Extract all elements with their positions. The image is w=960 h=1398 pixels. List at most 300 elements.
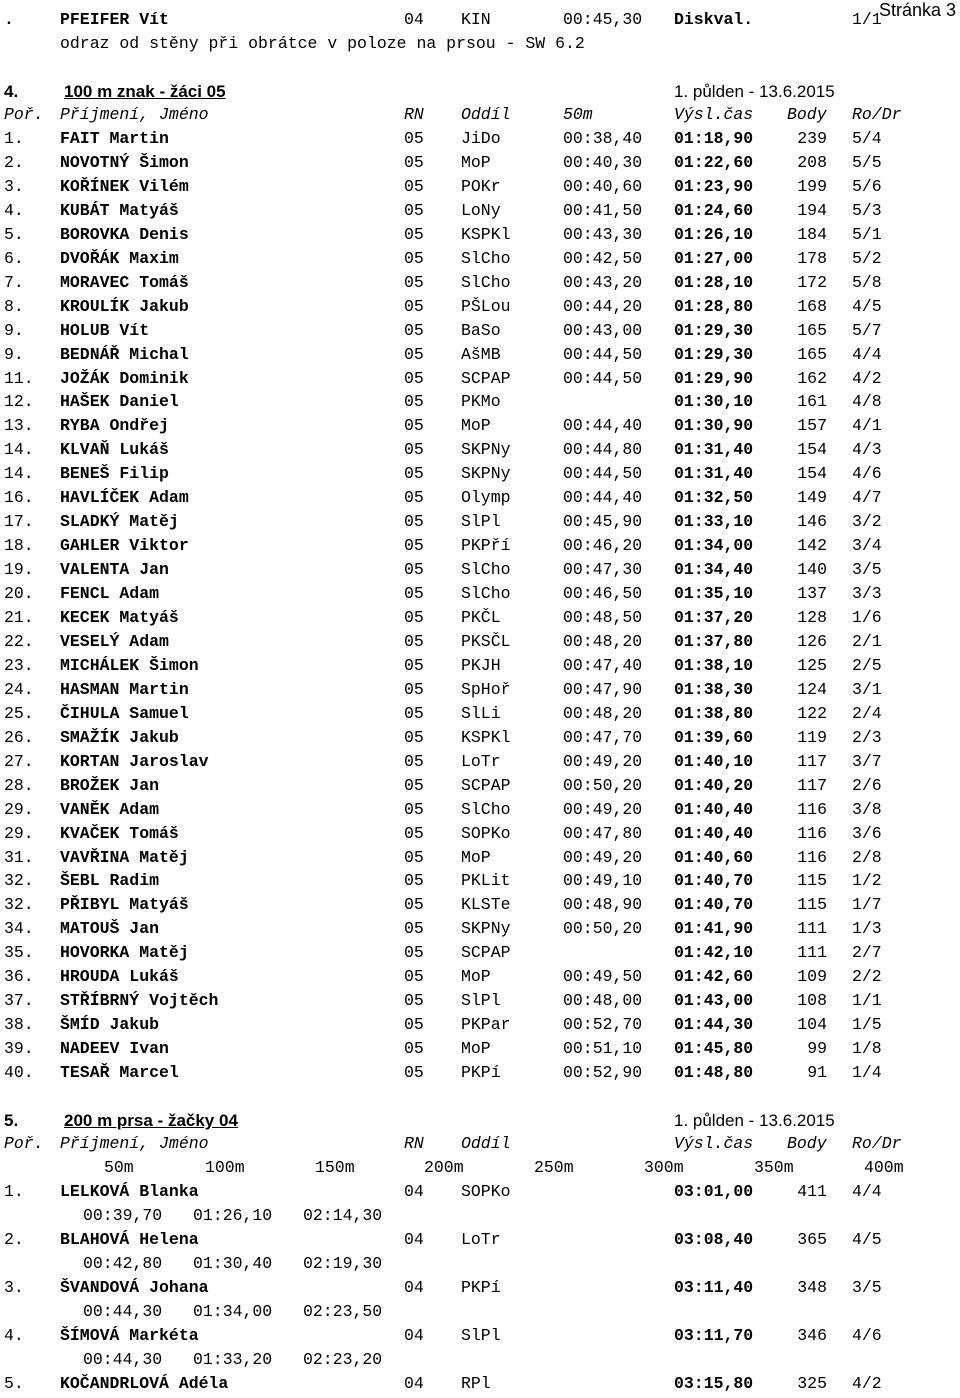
row-rn: 05 <box>404 847 424 867</box>
row-rn: 04 <box>404 1229 424 1249</box>
row-club: SlLi <box>461 703 501 723</box>
row-club: LoTr <box>461 751 501 771</box>
row-points: 149 <box>797 488 827 508</box>
row-split: 00:48,90 <box>563 895 643 915</box>
row-lane: 1/3 <box>852 919 882 939</box>
row-name: PŘIBYL Matyáš <box>60 895 189 915</box>
split-time: 02:19,30 <box>303 1253 383 1273</box>
table-row <box>0 153 960 177</box>
row-points: 116 <box>797 823 827 843</box>
row-place: 25. <box>4 703 34 723</box>
row-split: 00:45,90 <box>563 512 643 532</box>
row-name: STŘÍBRNÝ Vojtěch <box>60 991 219 1011</box>
row-lane: 2/6 <box>852 775 882 795</box>
row-result: 01:23,90 <box>674 176 754 196</box>
split-header-100m: 100m <box>205 1158 245 1177</box>
table-row <box>0 967 960 991</box>
row-points: 117 <box>797 775 827 795</box>
entry-place: . <box>4 10 14 29</box>
row-points: 184 <box>797 224 827 244</box>
page-number-label: Stránka 3 <box>878 0 956 20</box>
row-place: 13. <box>4 416 34 436</box>
row-points: 165 <box>797 344 827 364</box>
section-2-title <box>4 1110 238 1132</box>
row-name: FAIT Martin <box>60 129 169 148</box>
row-result: 01:42,10 <box>674 943 754 963</box>
row-result: 01:37,20 <box>674 608 754 627</box>
row-club: SlCho <box>461 560 511 580</box>
row-club: SOPKo <box>461 1182 511 1201</box>
table-row <box>0 1374 960 1398</box>
row-points: 165 <box>797 320 827 340</box>
row-club: SlCho <box>461 272 511 292</box>
row-rn: 05 <box>404 320 424 340</box>
row-rn: 05 <box>404 176 424 196</box>
table-row <box>0 752 960 776</box>
header-place: Poř. <box>4 1134 44 1153</box>
split-times-row <box>0 1302 960 1326</box>
row-split: 00:50,20 <box>563 919 643 939</box>
section-1-header-row <box>0 105 960 129</box>
table-row <box>0 177 960 201</box>
split-time: 01:33,20 <box>193 1349 273 1369</box>
row-result: 01:37,80 <box>674 631 754 651</box>
row-points: 161 <box>797 392 827 412</box>
split-header-row <box>0 1158 960 1182</box>
row-points: 239 <box>797 129 827 148</box>
row-club: JiDo <box>461 129 501 148</box>
table-row <box>0 512 960 536</box>
section-2-number: 5. <box>4 1111 19 1130</box>
row-club: SpHoř <box>461 679 511 699</box>
row-rn: 05 <box>404 536 424 556</box>
split-time: 01:34,00 <box>193 1301 273 1321</box>
row-name: KROULÍK Jakub <box>60 296 189 316</box>
row-lane: 3/2 <box>852 512 882 532</box>
row-rn: 04 <box>404 1277 424 1297</box>
row-place: 29. <box>4 799 34 819</box>
row-place: 5. <box>4 224 24 244</box>
row-lane: 2/5 <box>852 655 882 675</box>
split-time: 01:30,40 <box>193 1253 273 1273</box>
row-place: 12. <box>4 392 34 412</box>
row-name: TESAŘ Marcel <box>60 1063 179 1083</box>
table-row <box>0 249 960 273</box>
row-rn: 05 <box>404 488 424 508</box>
row-split: 00:49,20 <box>563 751 643 771</box>
row-points: 109 <box>797 967 827 987</box>
row-points: 154 <box>797 464 827 484</box>
table-row <box>0 848 960 872</box>
row-split: 00:52,90 <box>563 1063 643 1083</box>
row-result: 01:24,60 <box>674 200 754 220</box>
table-row <box>0 991 960 1015</box>
row-club: SlCho <box>461 248 511 268</box>
row-lane: 4/2 <box>852 1373 882 1393</box>
row-lane: 5/6 <box>852 176 882 196</box>
row-result: 01:34,40 <box>674 560 754 580</box>
row-split: 00:48,50 <box>563 608 643 627</box>
table-row <box>0 225 960 249</box>
row-rn: 05 <box>404 703 424 723</box>
row-points: 194 <box>797 200 827 220</box>
table-row <box>0 297 960 321</box>
row-name: ČIHULA Samuel <box>60 703 189 723</box>
row-club: MoP <box>461 1039 491 1059</box>
split-time: 00:39,70 <box>83 1206 163 1225</box>
table-row <box>0 919 960 943</box>
row-rn: 05 <box>404 416 424 436</box>
row-place: 9. <box>4 344 24 364</box>
split-time: 02:14,30 <box>303 1206 383 1225</box>
row-club: PKPar <box>461 1015 511 1035</box>
row-result: 01:41,90 <box>674 919 754 939</box>
row-club: SKPNy <box>461 440 511 460</box>
row-name: MORAVEC Tomáš <box>60 272 189 292</box>
split-header-400m: 400m <box>864 1158 904 1177</box>
row-club: AšMB <box>461 344 501 364</box>
section-1-name: 100 m znak - žáci 05 <box>64 82 226 101</box>
split-time: 02:23,20 <box>303 1349 383 1369</box>
section-2-name: 200 m prsa - žačky 04 <box>64 1111 238 1130</box>
row-name: ŠÍMOVÁ Markéta <box>60 1325 199 1345</box>
row-place: 31. <box>4 847 34 867</box>
row-rn: 05 <box>404 1063 424 1083</box>
row-split: 00:49,20 <box>563 847 643 867</box>
row-name: ŠVANDOVÁ Johana <box>60 1277 209 1297</box>
row-name: BENEŠ Filip <box>60 464 169 484</box>
row-rn: 05 <box>404 871 424 891</box>
row-rn: 05 <box>404 631 424 651</box>
row-name: KUBÁT Matyáš <box>60 200 179 220</box>
row-name: HAVLÍČEK Adam <box>60 488 189 508</box>
row-points: 208 <box>797 152 827 172</box>
row-result: 01:35,10 <box>674 584 754 604</box>
row-rn: 05 <box>404 1039 424 1059</box>
row-club: POKr <box>461 176 501 196</box>
row-place: 32. <box>4 895 34 915</box>
table-row <box>0 1326 960 1350</box>
row-result: 01:38,30 <box>674 679 754 699</box>
table-row <box>0 560 960 584</box>
row-result: 01:38,80 <box>674 703 754 723</box>
row-rn: 05 <box>404 296 424 316</box>
row-result: 01:33,10 <box>674 512 754 532</box>
table-row <box>0 871 960 895</box>
row-club: PKPí <box>461 1277 501 1297</box>
table-row <box>0 464 960 488</box>
row-rn: 05 <box>404 943 424 963</box>
row-rn: 05 <box>404 248 424 268</box>
row-place: 1. <box>4 1182 24 1201</box>
row-split: 00:44,50 <box>563 368 643 388</box>
row-club: LoTr <box>461 1229 501 1249</box>
row-lane: 3/5 <box>852 560 882 580</box>
row-place: 3. <box>4 1277 24 1297</box>
row-name: LELKOVÁ Blanka <box>60 1182 199 1201</box>
row-club: PKLit <box>461 871 511 891</box>
row-split: 00:47,70 <box>563 727 643 747</box>
row-split: 00:38,40 <box>563 129 643 148</box>
section-1-date: 1. půlden - 13.6.2015 <box>674 82 835 101</box>
row-result: 01:43,00 <box>674 991 754 1011</box>
section-1-number: 4. <box>4 82 19 101</box>
row-points: 119 <box>797 727 827 747</box>
split-time: 00:44,30 <box>83 1349 163 1369</box>
row-club: SCPAP <box>461 943 511 963</box>
row-lane: 4/8 <box>852 392 882 412</box>
row-name: VANĚK Adam <box>60 799 160 819</box>
row-points: 168 <box>797 296 827 316</box>
disqualification-note: odraz od stěny při obrátce v poloze na prsou - SW 6.2 <box>60 34 585 53</box>
row-points: 325 <box>797 1373 827 1393</box>
row-club: PKPří <box>461 536 511 556</box>
row-rn: 05 <box>404 895 424 915</box>
row-split: 00:50,20 <box>563 775 643 795</box>
row-lane: 5/2 <box>852 248 882 268</box>
row-points: 91 <box>807 1063 827 1083</box>
table-row <box>0 369 960 393</box>
row-lane: 3/6 <box>852 823 882 843</box>
row-club: LoNy <box>461 200 501 220</box>
row-club: KLSTe <box>461 895 511 915</box>
row-points: 126 <box>797 631 827 651</box>
header-club: Oddíl <box>461 1134 511 1153</box>
row-lane: 4/5 <box>852 296 882 316</box>
row-rn: 05 <box>404 440 424 460</box>
row-lane: 4/6 <box>852 464 882 484</box>
row-result: 01:40,70 <box>674 871 754 891</box>
row-result: 01:38,10 <box>674 655 754 675</box>
row-lane: 3/8 <box>852 799 882 819</box>
row-points: 157 <box>797 416 827 436</box>
row-rn: 05 <box>404 224 424 244</box>
row-split: 00:44,80 <box>563 440 643 460</box>
row-place: 35. <box>4 943 34 963</box>
row-place: 1. <box>4 129 24 148</box>
row-rn: 05 <box>404 464 424 484</box>
row-place: 17. <box>4 512 34 532</box>
table-row <box>0 1182 960 1206</box>
row-place: 4. <box>4 1325 24 1345</box>
split-header-200m: 200m <box>424 1158 464 1177</box>
header-points: Body <box>787 105 827 124</box>
row-lane: 4/1 <box>852 416 882 436</box>
split-time: 02:23,50 <box>303 1301 383 1321</box>
header-name: Příjmení, Jméno <box>60 1134 209 1153</box>
entry-result: Diskval. <box>674 10 754 29</box>
split-header-50m: 50m <box>104 1158 134 1177</box>
row-rn: 05 <box>404 272 424 292</box>
row-place: 4. <box>4 200 24 220</box>
row-rn: 05 <box>404 799 424 819</box>
row-name: SMAŽÍK Jakub <box>60 727 179 747</box>
row-club: MoP <box>461 152 491 172</box>
entry-name: PFEIFER Vít <box>60 10 169 29</box>
table-row <box>0 800 960 824</box>
row-rn: 04 <box>404 1325 424 1345</box>
row-place: 23. <box>4 655 34 675</box>
table-row <box>0 943 960 967</box>
row-split: 00:44,50 <box>563 344 643 364</box>
row-name: KVAČEK Tomáš <box>60 823 179 843</box>
header-club: Oddíl <box>461 105 511 124</box>
row-place: 9. <box>4 320 24 340</box>
row-rn: 05 <box>404 608 424 627</box>
section-2-date: 1. půlden - 13.6.2015 <box>674 1111 835 1130</box>
row-points: 142 <box>797 536 827 556</box>
split-header-250m: 250m <box>534 1158 574 1177</box>
row-place: 20. <box>4 584 34 604</box>
row-rn: 05 <box>404 655 424 675</box>
row-points: 146 <box>797 512 827 532</box>
row-result: 01:40,10 <box>674 751 754 771</box>
row-name: BOROVKA Denis <box>60 224 189 244</box>
row-lane: 5/4 <box>852 129 882 148</box>
split-time: 00:42,80 <box>83 1253 163 1273</box>
section-1-title-row <box>0 81 960 105</box>
row-rn: 05 <box>404 344 424 364</box>
table-row <box>0 656 960 680</box>
row-points: 411 <box>797 1182 827 1201</box>
row-place: 39. <box>4 1039 34 1059</box>
row-split: 00:49,20 <box>563 799 643 819</box>
row-club: SKPNy <box>461 919 511 939</box>
split-header-150m: 150m <box>315 1158 355 1177</box>
row-club: MoP <box>461 416 491 436</box>
row-split: 00:47,30 <box>563 560 643 580</box>
row-result: 03:08,40 <box>674 1229 754 1249</box>
row-result: 01:42,60 <box>674 967 754 987</box>
row-club: PKJH <box>461 655 501 675</box>
row-points: 111 <box>797 919 827 939</box>
row-lane: 1/4 <box>852 1063 882 1083</box>
row-place: 18. <box>4 536 34 556</box>
row-club: SlPl <box>461 991 501 1011</box>
table-row <box>0 392 960 416</box>
row-lane: 5/5 <box>852 152 882 172</box>
table-row <box>0 1278 960 1302</box>
table-row <box>0 273 960 297</box>
row-result: 01:28,80 <box>674 296 754 316</box>
row-rn: 05 <box>404 967 424 987</box>
row-place: 3. <box>4 176 24 196</box>
row-name: MATOUŠ Jan <box>60 919 160 939</box>
row-place: 37. <box>4 991 34 1011</box>
row-points: 124 <box>797 679 827 699</box>
row-club: PŠLou <box>461 296 511 316</box>
entry-split: 00:45,30 <box>563 10 643 29</box>
row-split: 00:40,60 <box>563 176 643 196</box>
row-result: 01:18,90 <box>674 129 754 148</box>
row-club: RPl <box>461 1373 491 1393</box>
split-times-row <box>0 1206 960 1230</box>
row-name: VESELÝ Adam <box>60 631 169 651</box>
row-points: 140 <box>797 560 827 580</box>
row-rn: 05 <box>404 200 424 220</box>
row-lane: 5/3 <box>852 200 882 220</box>
table-row <box>0 201 960 225</box>
header-result: Výsl.čas <box>674 1134 754 1153</box>
row-name: FENCL Adam <box>60 584 160 604</box>
row-points: 199 <box>797 176 827 196</box>
row-lane: 2/8 <box>852 847 882 867</box>
row-club: BaSo <box>461 320 501 340</box>
row-name: ŠEBL Radim <box>60 871 160 891</box>
row-club: KSPKl <box>461 727 511 747</box>
header-name: Příjmení, Jméno <box>60 105 209 124</box>
split-times-row <box>0 1350 960 1374</box>
split-time: 01:26,10 <box>193 1206 273 1225</box>
row-split: 00:48,20 <box>563 703 643 723</box>
row-split: 00:44,20 <box>563 296 643 316</box>
row-result: 01:26,10 <box>674 224 754 244</box>
row-place: 22. <box>4 631 34 651</box>
table-row <box>0 824 960 848</box>
row-lane: 1/2 <box>852 871 882 891</box>
header-points: Body <box>787 1134 827 1153</box>
row-lane: 1/1 <box>852 991 882 1011</box>
row-points: 125 <box>797 655 827 675</box>
row-place: 38. <box>4 1015 34 1035</box>
row-rn: 05 <box>404 512 424 532</box>
row-rn: 05 <box>404 919 424 939</box>
row-split: 00:46,50 <box>563 584 643 604</box>
row-lane: 4/4 <box>852 344 882 364</box>
row-name: HAŠEK Daniel <box>60 392 179 412</box>
row-lane: 1/8 <box>852 1039 882 1059</box>
row-club: MoP <box>461 847 491 867</box>
row-place: 29. <box>4 823 34 843</box>
row-points: 108 <box>797 991 827 1011</box>
row-lane: 3/1 <box>852 679 882 699</box>
row-place: 7. <box>4 272 24 292</box>
row-result: 01:48,80 <box>674 1063 754 1083</box>
row-result: 01:29,30 <box>674 344 754 364</box>
row-result: 01:40,70 <box>674 895 754 915</box>
row-name: SLADKÝ Matěj <box>60 512 179 532</box>
table-row <box>0 895 960 919</box>
row-club: SlCho <box>461 799 511 819</box>
section-1-title <box>4 81 226 103</box>
row-club: MoP <box>461 967 491 987</box>
row-name: HOLUB Vít <box>60 320 150 340</box>
row-points: 111 <box>797 943 827 963</box>
table-row <box>0 488 960 512</box>
row-result: 03:15,80 <box>674 1373 754 1393</box>
row-rn: 04 <box>404 1182 424 1201</box>
row-name: KECEK Matyáš <box>60 608 179 627</box>
row-rn: 05 <box>404 152 424 172</box>
row-name: NOVOTNÝ Šimon <box>60 152 189 172</box>
header-result: Výsl.čas <box>674 105 754 124</box>
table-row <box>0 704 960 728</box>
row-points: 116 <box>797 847 827 867</box>
row-lane: 3/4 <box>852 536 882 556</box>
row-result: 01:27,00 <box>674 248 754 268</box>
row-result: 01:40,40 <box>674 823 754 843</box>
row-rn: 05 <box>404 1015 424 1035</box>
disqualification-note-row <box>0 34 960 58</box>
row-split: 00:48,20 <box>563 631 643 651</box>
row-club: SlPl <box>461 1325 501 1345</box>
table-row <box>0 1230 960 1254</box>
row-place: 32. <box>4 871 34 891</box>
row-points: 116 <box>797 799 827 819</box>
row-result: 01:44,30 <box>674 1015 754 1035</box>
row-lane: 2/7 <box>852 943 882 963</box>
row-rn: 05 <box>404 129 424 148</box>
